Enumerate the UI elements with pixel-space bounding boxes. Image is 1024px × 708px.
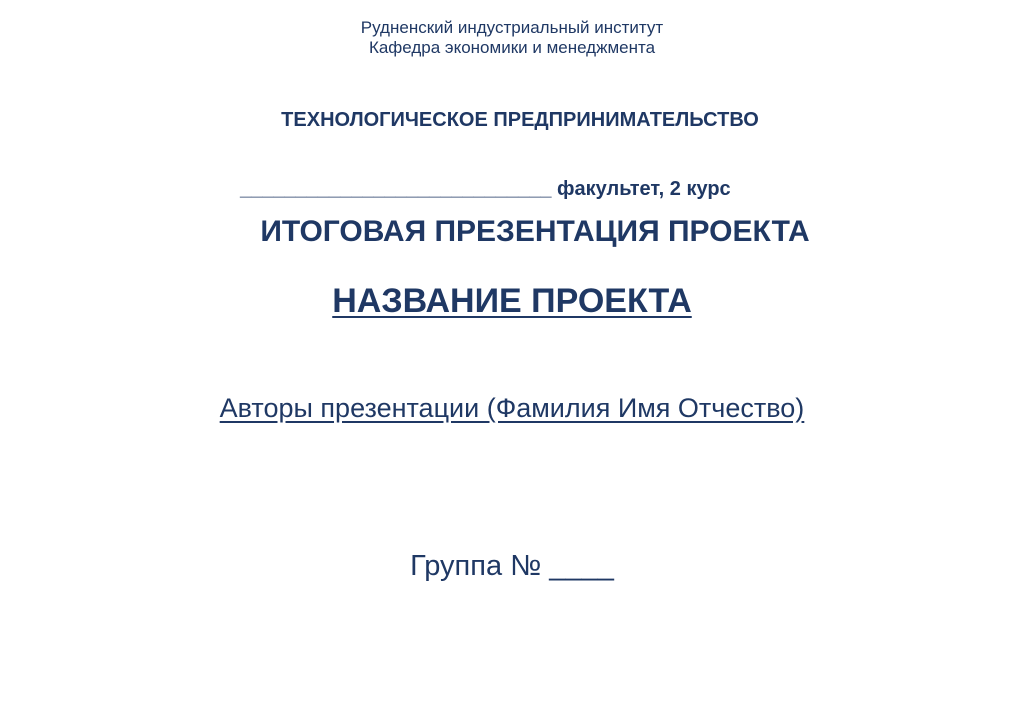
course-title: ТЕХНОЛОГИЧЕСКОЕ ПРЕДПРИНИМАТЕЛЬСТВО bbox=[281, 109, 759, 131]
authors-line: Авторы презентации (Фамилия Имя Отчество) bbox=[219, 393, 805, 423]
presentation-type: ИТОГОВАЯ ПРЕЗЕНТАЦИЯ ПРОЕКТА bbox=[260, 215, 810, 248]
group-line: Группа № ____ bbox=[410, 550, 614, 582]
institute-name: Рудненский индустриальный институт bbox=[360, 18, 664, 37]
project-title: НАЗВАНИЕ ПРОЕКТА bbox=[332, 282, 692, 320]
faculty-line: ____________________________ факультет, 2 курс bbox=[240, 178, 731, 200]
header-block bbox=[0, 18, 1024, 58]
department-name: Кафедра экономики и менеджмента bbox=[368, 38, 656, 57]
